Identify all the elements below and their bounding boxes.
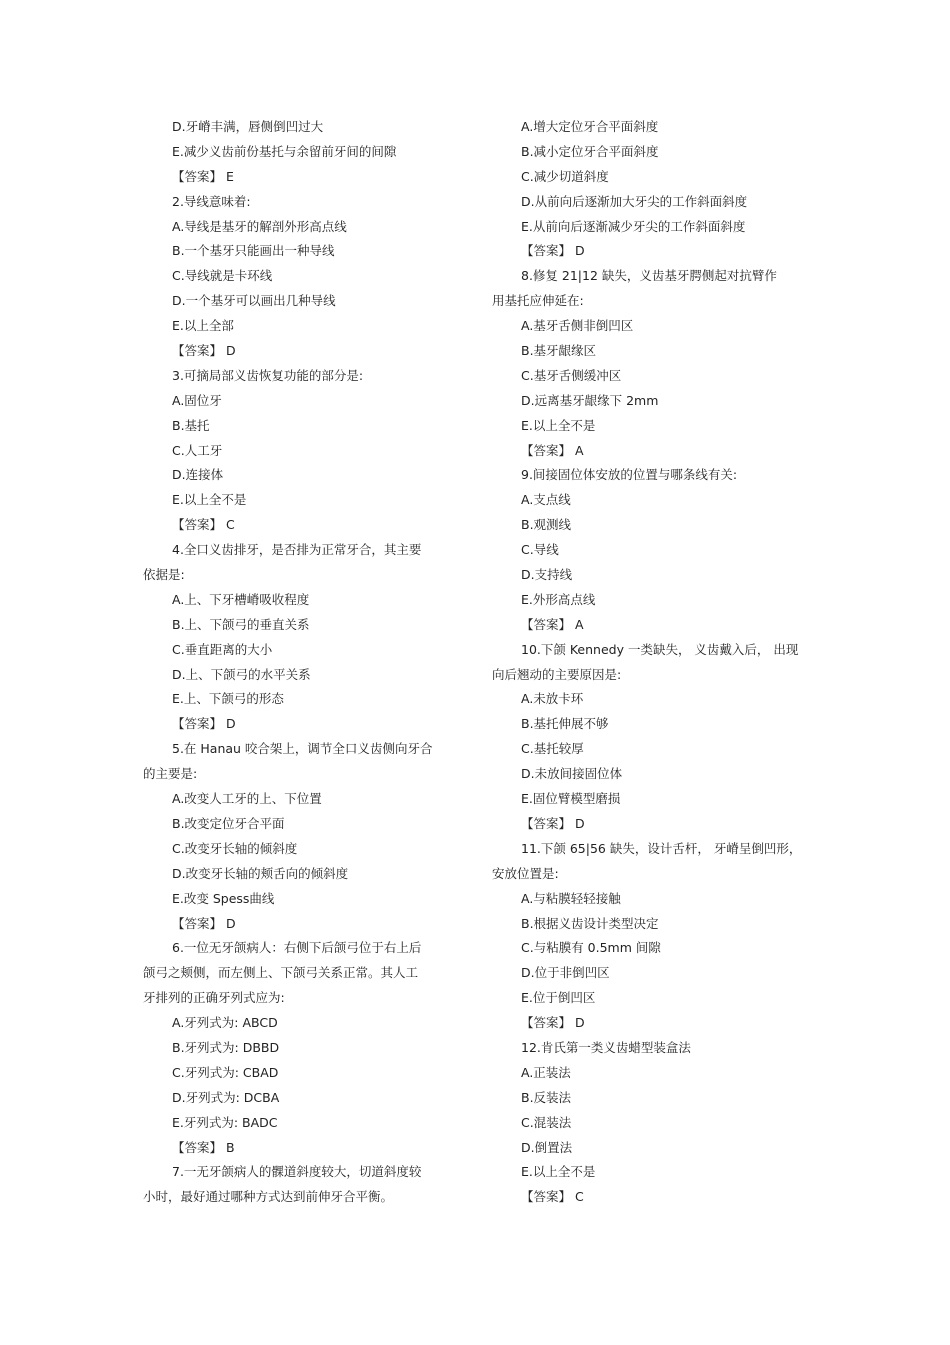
text-line: C.导线 [521, 542, 559, 558]
text-line: 12.肯氏第一类义齿蜡型装盒法 [521, 1039, 691, 1055]
text-line: C.改变牙长轴的倾斜度 [172, 840, 298, 856]
text-line: A.正装法 [521, 1064, 571, 1080]
text-line: 8.修复 21|12 缺失，义齿基牙腭侧起对抗臂作 [521, 268, 777, 284]
text-line: E.以上全不是 [172, 492, 247, 508]
text-line: D.一个基牙可以画出几种导线 [172, 293, 336, 309]
text-line: B.改变定位牙合平面 [172, 815, 285, 831]
text-line: 颌弓之颊侧，而左侧上、下颌弓关系正常。其人工 [143, 965, 419, 981]
text-line: D.牙嵴丰满，唇侧倒凹过大 [172, 119, 324, 134]
text-line: E.以上全不是 [521, 1164, 596, 1180]
text-line: 牙排列的正确牙列式应为: [143, 990, 285, 1006]
text-line: B.基牙龈缘区 [521, 343, 597, 359]
text-line: A.固位牙 [172, 392, 222, 408]
answer-line: 【答案】 A [521, 442, 584, 458]
left-column [143, 115, 443, 1210]
text-line: 向后翘动的主要原因是: [492, 666, 622, 682]
text-line: E.牙列式为: BADC [172, 1114, 278, 1130]
text-line: A.导线是基牙的解剖外形高点线 [172, 218, 347, 234]
text-line: A.与粘膜轻轻接触 [521, 890, 621, 906]
text-line: 4.全口义齿排牙，是否排为正常牙合，其主要 [172, 542, 422, 558]
text-line: C.导线就是卡环线 [172, 268, 273, 284]
text-line: D.从前向后逐渐加大牙尖的工作斜面斜度 [521, 193, 748, 209]
text-line: A.未放卡环 [521, 691, 584, 707]
answer-line: 【答案】 D [521, 1015, 585, 1031]
text-line: C.垂直距离的大小 [172, 641, 273, 657]
text-line: D.位于非倒凹区 [521, 965, 610, 981]
text-line: 3.可摘局部义齿恢复功能的部分是: [172, 367, 364, 383]
text-line: A.支点线 [521, 492, 571, 508]
answer-line: 【答案】 D [521, 243, 585, 259]
text-line: B.牙列式为: DBBD [172, 1039, 280, 1055]
text-line: 7.一无牙颌病人的髁道斜度较大，切道斜度较 [172, 1164, 422, 1180]
text-line: D.连接体 [172, 467, 224, 483]
text-line: D.未放间接固位体 [521, 766, 623, 782]
text-line: D.支持线 [521, 567, 573, 583]
text-line: B.减小定位牙合平面斜度 [521, 143, 659, 159]
text-line: C.牙列式为: CBAD [172, 1064, 279, 1080]
answer-line: 【答案】 C [172, 517, 235, 533]
text-line: E.固位臂模型磨损 [521, 791, 621, 807]
text-line: A.上、下牙槽嵴吸收程度 [172, 591, 310, 607]
text-line: E.上、下颌弓的形态 [172, 691, 284, 707]
text-line: 6.一位无牙颌病人：右侧下后颌弓位于右上后 [172, 940, 422, 956]
text-line: 的主要是: [143, 766, 198, 782]
text-line: B.反装法 [521, 1089, 572, 1105]
text-line: 用基托应伸延在: [492, 293, 584, 309]
text-line: E.以上全不是 [521, 417, 596, 433]
text-line: C.混装法 [521, 1114, 572, 1130]
text-line: A.改变人工牙的上、下位置 [172, 791, 322, 807]
text-line: 小时，最好通过哪种方式达到前伸牙合平衡。 [143, 1189, 394, 1205]
right-column [492, 115, 812, 1210]
text-line: E.以上全部 [172, 318, 234, 334]
text-line: D.改变牙长轴的颊舌向的倾斜度 [172, 865, 349, 881]
text-line: E.外形高点线 [521, 591, 596, 607]
text-line: C.与粘膜有 0.5mm 间隙 [521, 940, 661, 956]
answer-line: 【答案】 D [521, 815, 585, 831]
text-line: D.远离基牙龈缘下 2mm [521, 392, 659, 408]
text-line: E.改变 Spess曲线 [172, 890, 275, 906]
text-line: 11.下颌 65|56 缺失，设计舌杆， 牙嵴呈倒凹形， [521, 840, 802, 856]
text-line: D.倒置法 [521, 1139, 573, 1155]
answer-line: 【答案】 E [172, 168, 234, 184]
text-line: 10.下颌 Kennedy 一类缺失， 义齿戴入后， 出现 [521, 641, 799, 657]
text-line: 5.在 Hanau 咬合架上，调节全口义齿侧向牙合 [172, 741, 433, 757]
text-line: B.根据义齿设计类型决定 [521, 915, 659, 931]
text-line: E.从前向后逐渐减少牙尖的工作斜面斜度 [521, 218, 746, 234]
text-line: 依据是: [143, 567, 185, 583]
text-line: B.基托伸展不够 [521, 716, 609, 732]
text-line: A.牙列式为: ABCD [172, 1015, 278, 1031]
text-line: E.位于倒凹区 [521, 990, 596, 1006]
text-line: 9.间接固位体安放的位置与哪条线有关: [521, 467, 738, 483]
text-line: C.基牙舌侧缓冲区 [521, 367, 622, 383]
text-line: B.基托 [172, 417, 210, 433]
answer-line: 【答案】 D [172, 343, 236, 359]
text-line: B.观测线 [521, 517, 572, 533]
answer-line: 【答案】 B [172, 1139, 235, 1155]
text-line: C.人工牙 [172, 442, 223, 458]
text-line: A.增大定位牙合平面斜度 [521, 119, 659, 134]
text-line: 2.导线意味着: [172, 193, 251, 209]
answer-line: 【答案】 D [172, 716, 236, 732]
text-line: D.牙列式为: DCBA [172, 1089, 280, 1105]
text-line: A.基牙舌侧非倒凹区 [521, 318, 634, 334]
text-line: B.一个基牙只能画出一种导线 [172, 243, 335, 259]
answer-line: 【答案】 D [172, 915, 236, 931]
text-line: E.减少义齿前份基托与余留前牙间的间隙 [172, 143, 397, 159]
text-line: 安放位置是: [492, 865, 559, 881]
answer-line: 【答案】 A [521, 616, 584, 632]
text-line: B.上、下颌弓的垂直关系 [172, 616, 310, 632]
text-line: D.上、下颌弓的水平关系 [172, 666, 311, 682]
answer-line: 【答案】 C [521, 1189, 584, 1205]
text-line: C.基托较厚 [521, 741, 584, 757]
text-line: C.减少切道斜度 [521, 168, 609, 184]
